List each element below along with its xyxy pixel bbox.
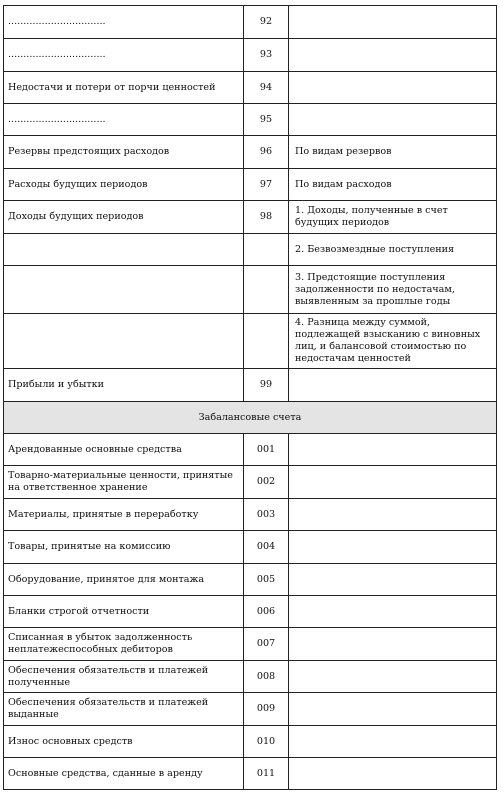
account-code: 001 [244, 434, 289, 466]
account-note [289, 596, 497, 628]
table-row [4, 693, 497, 726]
account-note: 1. Доходы, полученные в счет будущих периодов [289, 201, 497, 234]
account-code [244, 314, 289, 369]
account-note: По видам резервов [289, 136, 497, 169]
account-name: Резервы предстоящих расходов [4, 136, 244, 169]
account-name: Бланки строгой отчетности [4, 596, 244, 628]
account-name: Прибыли и убытки [4, 369, 244, 402]
account-note [289, 628, 497, 661]
account-name: Списанная в убыток задолженность неплатежеспособных дебиторов [4, 628, 244, 661]
account-note [289, 758, 497, 790]
chart-of-accounts-table [3, 5, 497, 790]
account-note [289, 531, 497, 564]
account-name [4, 266, 244, 314]
table-row [4, 466, 497, 499]
table-row [4, 531, 497, 564]
account-code: 99 [244, 369, 289, 402]
account-name: Обеспечения обязательств и платежей полученные [4, 661, 244, 693]
account-note [289, 6, 497, 39]
table-row [4, 564, 497, 596]
table-row [4, 434, 497, 466]
account-name [4, 234, 244, 266]
account-note: 2. Безвозмездные поступления [289, 234, 497, 266]
account-name [4, 314, 244, 369]
account-code: 93 [244, 39, 289, 72]
account-name: Товары, принятые на комиссию [4, 531, 244, 564]
account-name: Износ основных средств [4, 726, 244, 758]
account-name: Товарно-материальные ценности, принятые на ответственное хранение [4, 466, 244, 499]
account-code: 008 [244, 661, 289, 693]
table-row [4, 726, 497, 758]
account-code: 005 [244, 564, 289, 596]
account-code: 94 [244, 72, 289, 104]
account-note [289, 466, 497, 499]
account-code: 004 [244, 531, 289, 564]
account-note [289, 564, 497, 596]
account-code: 003 [244, 499, 289, 531]
table-row [4, 369, 497, 402]
account-code: 95 [244, 104, 289, 136]
account-note [289, 726, 497, 758]
table-row [4, 136, 497, 169]
account-note: По видам расходов [289, 169, 497, 201]
account-code: 006 [244, 596, 289, 628]
account-note [289, 369, 497, 402]
account-note [289, 499, 497, 531]
table-row [4, 201, 497, 234]
table-row [4, 628, 497, 661]
account-code: 009 [244, 693, 289, 726]
account-note: 3. Предстоящие поступления задолженности по недостачам, выявленным за прошлые годы [289, 266, 497, 314]
account-code: 96 [244, 136, 289, 169]
account-name: Арендованные основные средства [4, 434, 244, 466]
account-note [289, 72, 497, 104]
table-row [4, 758, 497, 790]
table-row [4, 596, 497, 628]
account-name: Расходы будущих периодов [4, 169, 244, 201]
account-name: ................................ [4, 6, 244, 39]
section-title: Забалансовые счета [4, 402, 497, 434]
account-note [289, 693, 497, 726]
section-header-row [4, 402, 497, 434]
table-row [4, 266, 497, 314]
account-name: Оборудование, принятое для монтажа [4, 564, 244, 596]
account-code: 002 [244, 466, 289, 499]
account-note [289, 434, 497, 466]
account-code: 92 [244, 6, 289, 39]
account-code: 010 [244, 726, 289, 758]
account-note [289, 39, 497, 72]
table-row [4, 314, 497, 369]
account-name: Материалы, принятые в переработку [4, 499, 244, 531]
account-code: 97 [244, 169, 289, 201]
account-name: ................................ [4, 104, 244, 136]
account-name: Недостачи и потери от порчи ценностей [4, 72, 244, 104]
account-code: 98 [244, 201, 289, 234]
table-row [4, 661, 497, 693]
account-name: Основные средства, сданные в аренду [4, 758, 244, 790]
account-name: Доходы будущих периодов [4, 201, 244, 234]
account-code: 007 [244, 628, 289, 661]
table-row [4, 499, 497, 531]
table-row [4, 234, 497, 266]
account-code [244, 234, 289, 266]
account-note: 4. Разница между суммой, подлежащей взысканию с виновных лиц, и балансовой стоимостью по недостачам ценностей [289, 314, 497, 369]
table-row [4, 72, 497, 104]
account-name: ................................ [4, 39, 244, 72]
account-name: Обеспечения обязательств и платежей выданные [4, 693, 244, 726]
table-row [4, 104, 497, 136]
account-code [244, 266, 289, 314]
table-row [4, 6, 497, 39]
account-code: 011 [244, 758, 289, 790]
account-note [289, 661, 497, 693]
account-note [289, 104, 497, 136]
table-row [4, 169, 497, 201]
table-row [4, 39, 497, 72]
